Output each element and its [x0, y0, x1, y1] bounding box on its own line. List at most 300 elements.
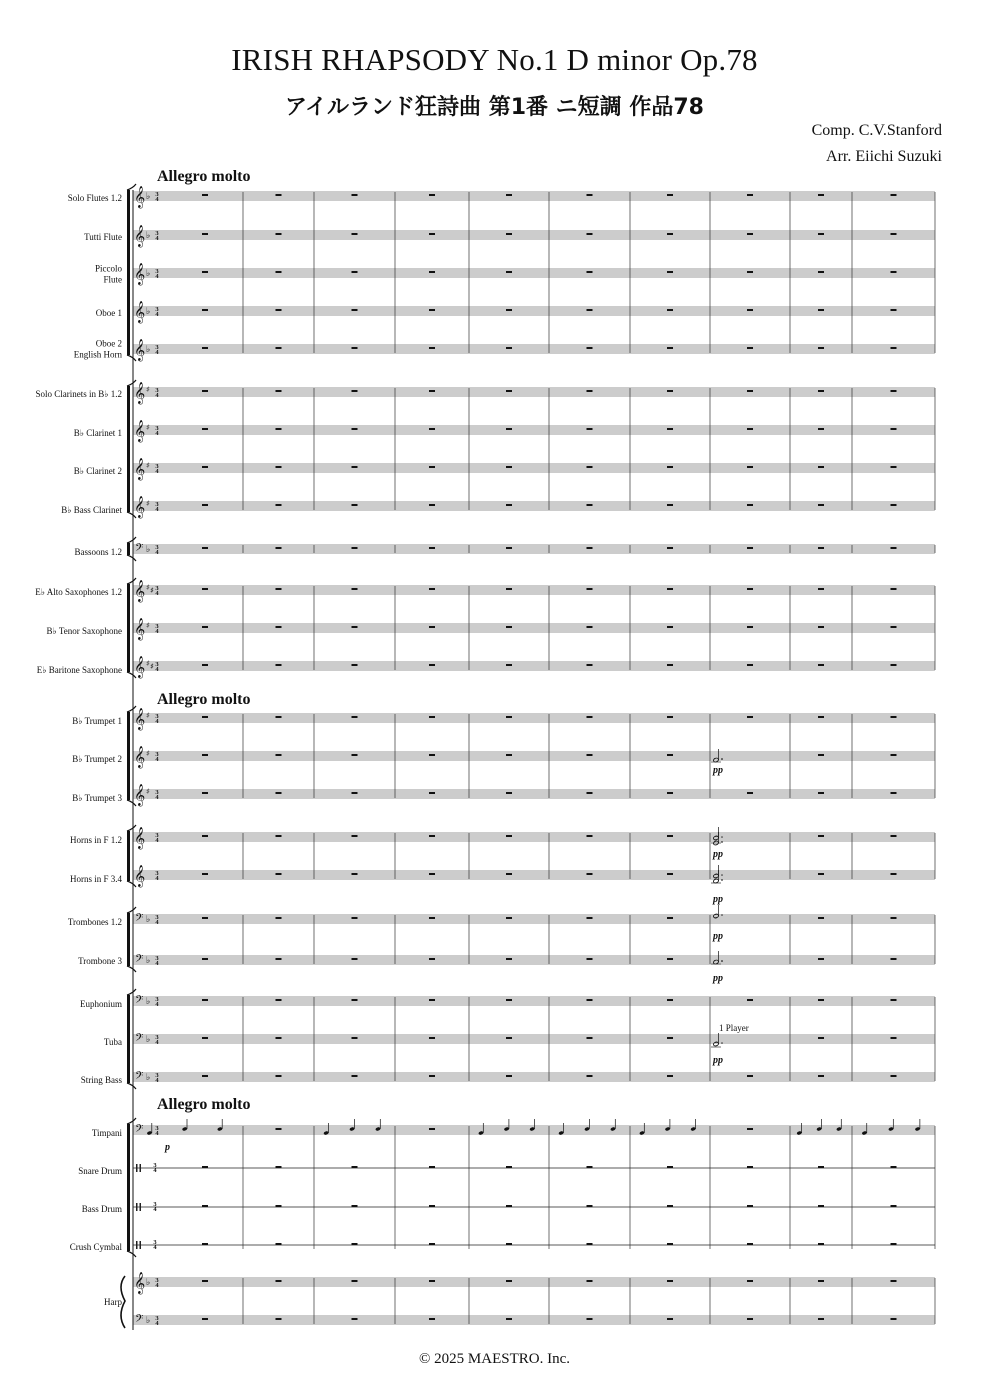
dynamic-pp: pp: [713, 1055, 723, 1066]
whole-rest: [202, 194, 208, 196]
whole-rest: [667, 1075, 673, 1077]
whole-rest: [747, 999, 753, 1001]
whole-rest: [506, 792, 512, 794]
whole-rest: [747, 504, 753, 506]
whole-rest: [891, 309, 897, 311]
whole-rest: [202, 917, 208, 919]
sharp-icon: ♯: [146, 461, 150, 470]
whole-rest: [276, 1128, 282, 1130]
time-signature-numerator: 3: [155, 1125, 159, 1132]
whole-rest: [587, 271, 593, 273]
instrument-18-staff: [133, 912, 935, 927]
instrument-label: Euphonium: [80, 999, 122, 1009]
whole-rest: [667, 1166, 673, 1168]
whole-rest: [276, 917, 282, 919]
whole-rest: [429, 309, 435, 311]
time-signature-denominator: 4: [153, 1244, 157, 1251]
whole-rest: [429, 466, 435, 468]
treble-clef-icon: 𝄞: [134, 301, 146, 323]
whole-rest: [891, 547, 897, 549]
whole-rest: [747, 1318, 753, 1320]
whole-rest: [429, 835, 435, 837]
whole-rest: [667, 466, 673, 468]
flat-icon: ♭: [146, 1316, 151, 1326]
whole-rest: [587, 504, 593, 506]
time-signature-numerator: 3: [155, 387, 159, 394]
whole-rest: [747, 233, 753, 235]
whole-rest: [818, 194, 824, 196]
time-signature-numerator: 3: [155, 1277, 159, 1284]
whole-rest: [891, 271, 897, 273]
sharp-icon: ♯: [146, 659, 150, 668]
whole-rest: [747, 466, 753, 468]
time-signature-denominator: 4: [155, 919, 159, 926]
dynamic-pp: pp: [713, 931, 723, 942]
instrument-1-staff: [133, 225, 935, 248]
instrument-label: Tutti Flute: [84, 232, 122, 242]
whole-rest: [276, 194, 282, 196]
whole-rest: [587, 873, 593, 875]
instrument-label: Oboe 2: [95, 338, 122, 349]
sharp-icon: ♯: [150, 586, 154, 595]
whole-rest: [818, 271, 824, 273]
instrument-17-staff: [133, 865, 935, 888]
whole-rest: [352, 1280, 358, 1282]
instrument-10-staff: [133, 580, 935, 603]
instrument-0-staff: [133, 186, 935, 209]
whole-rest: [202, 1318, 208, 1320]
time-signature-denominator: 4: [155, 666, 159, 673]
time-signature-denominator: 4: [155, 311, 159, 318]
flat-icon: ♭: [146, 1035, 151, 1045]
whole-rest: [587, 547, 593, 549]
whole-rest: [429, 1075, 435, 1077]
whole-rest: [667, 1318, 673, 1320]
whole-rest: [891, 792, 897, 794]
whole-rest: [202, 754, 208, 756]
whole-rest: [506, 1037, 512, 1039]
whole-rest: [352, 466, 358, 468]
whole-rest: [352, 754, 358, 756]
whole-rest: [891, 835, 897, 837]
time-signature-denominator: 4: [155, 718, 159, 725]
whole-rest: [891, 1205, 897, 1207]
whole-rest: [352, 664, 358, 666]
whole-rest: [276, 1318, 282, 1320]
instrument-14-staff: [133, 746, 935, 769]
whole-rest: [429, 626, 435, 628]
whole-rest: [352, 233, 358, 235]
whole-rest: [587, 390, 593, 392]
whole-rest: [667, 873, 673, 875]
whole-rest: [747, 1280, 753, 1282]
augmentation-dot: [721, 914, 723, 916]
whole-rest: [818, 792, 824, 794]
whole-rest: [506, 958, 512, 960]
time-signature-numerator: 3: [155, 623, 159, 630]
whole-rest: [276, 271, 282, 273]
whole-rest: [667, 233, 673, 235]
group-bracket: [127, 1124, 130, 1251]
whole-rest: [429, 233, 435, 235]
whole-rest: [818, 999, 824, 1001]
instrument-label: Solo Flutes 1.2: [67, 193, 122, 203]
instrument-label: Bassoons 1.2: [74, 547, 122, 557]
whole-rest: [352, 792, 358, 794]
time-signature-denominator: 4: [155, 468, 159, 475]
whole-rest: [352, 1037, 358, 1039]
whole-rest: [818, 917, 824, 919]
whole-rest: [276, 428, 282, 430]
whole-rest: [352, 1205, 358, 1207]
whole-rest: [891, 999, 897, 1001]
augmentation-dot: [721, 841, 723, 843]
whole-rest: [747, 1166, 753, 1168]
whole-rest: [667, 792, 673, 794]
time-signature-denominator: 4: [155, 349, 159, 356]
whole-rest: [818, 626, 824, 628]
whole-rest: [747, 1128, 753, 1130]
whole-rest: [506, 835, 512, 837]
sharp-icon: ♯: [146, 787, 150, 796]
composer-credit: Comp. C.V.Stanford: [811, 122, 942, 139]
instrument-label: Trombone 3: [78, 956, 122, 966]
treble-clef-icon: 𝄞: [134, 186, 146, 208]
score-title: IRISH RHAPSODY No.1 D minor Op.78: [231, 42, 758, 77]
whole-rest: [352, 1166, 358, 1168]
whole-rest: [276, 1205, 282, 1207]
instrument-label: Snare Drum: [78, 1166, 122, 1176]
whole-rest: [506, 1243, 512, 1245]
treble-clef-icon: 𝄞: [134, 225, 146, 247]
bass-clef-icon: 𝄢: [135, 994, 144, 1009]
bracket-hook: [127, 1251, 136, 1257]
sharp-icon: ♯: [150, 662, 154, 671]
instrument-label: Solo Clarinets in B♭ 1.2: [35, 389, 122, 399]
instrument-label: B♭ Trumpet 1: [72, 716, 122, 726]
whole-rest: [429, 1166, 435, 1168]
whole-rest: [506, 917, 512, 919]
whole-rest: [891, 1243, 897, 1245]
whole-rest: [667, 999, 673, 1001]
bass-clef-icon: 𝄢: [135, 912, 144, 927]
instrument-label: Bass Drum: [81, 1204, 122, 1214]
augmentation-dot: [721, 1042, 723, 1044]
instrument-24-staff: [133, 1162, 935, 1174]
instrument-5-staff: [133, 382, 935, 405]
instrument-label: B♭ Bass Clarinet: [61, 505, 122, 515]
whole-rest: [202, 626, 208, 628]
whole-rest: [352, 504, 358, 506]
whole-rest: [667, 504, 673, 506]
whole-rest: [352, 428, 358, 430]
flat-icon: ♭: [146, 545, 151, 555]
time-signature-denominator: 4: [155, 273, 159, 280]
treble-clef-icon: 𝄞: [134, 618, 146, 640]
instrument-label: B♭ Tenor Saxophone: [46, 626, 122, 636]
time-signature-denominator: 4: [155, 590, 159, 597]
whole-rest: [276, 716, 282, 718]
time-signature-denominator: 4: [155, 875, 159, 882]
percussion-clef-icon: [136, 1203, 138, 1211]
whole-rest: [891, 1280, 897, 1282]
whole-rest: [818, 1075, 824, 1077]
group-bracket: [127, 386, 130, 512]
whole-rest: [506, 664, 512, 666]
whole-rest: [891, 716, 897, 718]
whole-rest: [891, 917, 897, 919]
whole-rest: [276, 233, 282, 235]
instrument-label: E♭ Baritone Saxophone: [36, 665, 122, 675]
instrument-label: Crush Cymbal: [69, 1242, 122, 1252]
sharp-icon: ♯: [146, 749, 150, 758]
whole-rest: [506, 347, 512, 349]
whole-rest: [506, 1280, 512, 1282]
whole-rest: [667, 271, 673, 273]
tempo-marking: Allegro molto: [157, 1096, 251, 1113]
whole-rest: [202, 1243, 208, 1245]
whole-rest: [276, 588, 282, 590]
whole-rest: [202, 716, 208, 718]
whole-rest: [202, 466, 208, 468]
time-signature-denominator: 4: [155, 960, 159, 967]
treble-clef-icon: 𝄞: [134, 382, 146, 404]
whole-rest: [506, 233, 512, 235]
flat-icon: ♭: [146, 192, 151, 202]
instrument-label: E♭ Alto Saxophones 1.2: [35, 587, 122, 597]
whole-rest: [202, 588, 208, 590]
whole-rest: [747, 390, 753, 392]
whole-rest: [352, 626, 358, 628]
time-signature-numerator: 3: [153, 1239, 157, 1246]
time-signature-denominator: 4: [155, 837, 159, 844]
time-signature-denominator: 4: [155, 756, 159, 763]
tempo-marking: Allegro molto: [157, 691, 251, 708]
whole-rest: [891, 1166, 897, 1168]
time-signature-numerator: 3: [155, 425, 159, 432]
whole-rest: [506, 390, 512, 392]
whole-rest: [587, 1243, 593, 1245]
instrument-21-staff: [133, 1032, 935, 1047]
whole-rest: [352, 1243, 358, 1245]
whole-rest: [352, 958, 358, 960]
instrument-16-staff: [133, 827, 935, 850]
time-signature-denominator: 4: [155, 1001, 159, 1008]
time-signature-denominator: 4: [155, 392, 159, 399]
whole-rest: [667, 754, 673, 756]
whole-rest: [506, 428, 512, 430]
whole-rest: [587, 309, 593, 311]
whole-rest: [667, 626, 673, 628]
whole-rest: [587, 1318, 593, 1320]
whole-rest: [276, 626, 282, 628]
flat-icon: ♭: [146, 1278, 151, 1288]
whole-rest: [747, 194, 753, 196]
instrument-label: B♭ Trumpet 2: [72, 754, 122, 764]
time-signature-denominator: 4: [153, 1206, 157, 1213]
time-signature-numerator: 3: [155, 230, 159, 237]
instrument-label: Flute: [103, 274, 122, 285]
whole-rest: [429, 873, 435, 875]
percussion-clef-icon: [136, 1164, 138, 1172]
instrument-label: B♭ Trumpet 3: [72, 793, 122, 803]
whole-rest: [506, 873, 512, 875]
whole-rest: [891, 504, 897, 506]
treble-clef-icon: 𝄞: [134, 420, 146, 442]
whole-rest: [587, 835, 593, 837]
whole-rest: [667, 1243, 673, 1245]
group-bracket: [127, 584, 130, 672]
treble-clef-icon: 𝄞: [134, 580, 146, 602]
augmentation-dot: [721, 879, 723, 881]
whole-rest: [747, 626, 753, 628]
sharp-icon: ♯: [146, 499, 150, 508]
whole-rest: [891, 194, 897, 196]
whole-rest: [587, 716, 593, 718]
whole-rest: [587, 626, 593, 628]
score-subtitle: アイルランド狂詩曲 第1番 ニ短調 作品78: [285, 95, 704, 120]
whole-rest: [429, 1318, 435, 1320]
whole-rest: [276, 792, 282, 794]
whole-rest: [587, 466, 593, 468]
treble-clef-icon: 𝄞: [134, 656, 146, 678]
whole-rest: [202, 504, 208, 506]
percussion-clef-icon: [136, 1241, 138, 1249]
whole-rest: [506, 271, 512, 273]
whole-rest: [429, 754, 435, 756]
treble-clef-icon: 𝄞: [134, 339, 146, 361]
bass-clef-icon: 𝄢: [135, 542, 144, 557]
time-signature-denominator: 4: [155, 1077, 159, 1084]
whole-rest: [352, 1075, 358, 1077]
whole-rest: [891, 664, 897, 666]
instrument-label: B♭ Clarinet 1: [73, 428, 122, 438]
whole-rest: [667, 1037, 673, 1039]
time-signature-denominator: 4: [155, 794, 159, 801]
whole-rest: [276, 347, 282, 349]
whole-rest: [818, 390, 824, 392]
whole-rest: [202, 1280, 208, 1282]
time-signature-numerator: 3: [155, 501, 159, 508]
whole-rest: [818, 347, 824, 349]
instrument-22-staff: [133, 1070, 935, 1085]
time-signature-numerator: 3: [155, 914, 159, 921]
treble-clef-icon: 𝄞: [134, 827, 146, 849]
whole-rest: [276, 754, 282, 756]
whole-rest: [429, 504, 435, 506]
whole-rest: [818, 466, 824, 468]
instrument-4-staff: [133, 339, 935, 362]
instrument-25-staff: [133, 1201, 935, 1213]
harp-upper-staff: [133, 1272, 935, 1295]
whole-rest: [506, 999, 512, 1001]
whole-rest: [587, 428, 593, 430]
whole-rest: [276, 835, 282, 837]
group-bracket: [127, 995, 130, 1083]
instrument-23-staff: [133, 1123, 935, 1138]
instrument-label: B♭ Clarinet 2: [73, 466, 122, 476]
instrument-7-staff: [133, 458, 935, 481]
whole-rest: [891, 873, 897, 875]
whole-rest: [818, 428, 824, 430]
whole-rest: [891, 1075, 897, 1077]
whole-rest: [747, 428, 753, 430]
treble-clef-icon: 𝄞: [134, 263, 146, 285]
whole-rest: [352, 999, 358, 1001]
whole-rest: [352, 309, 358, 311]
treble-clef-icon: 𝄞: [134, 708, 146, 730]
time-signature-numerator: 3: [153, 1201, 157, 1208]
whole-rest: [747, 588, 753, 590]
whole-rest: [506, 626, 512, 628]
flat-icon: ♭: [146, 1073, 151, 1083]
whole-rest: [506, 588, 512, 590]
whole-rest: [352, 588, 358, 590]
whole-rest: [429, 1037, 435, 1039]
augmentation-dot: [721, 960, 723, 962]
whole-rest: [429, 588, 435, 590]
whole-rest: [429, 1128, 435, 1130]
instrument-label: Horns in F 3.4: [69, 874, 122, 884]
whole-rest: [276, 958, 282, 960]
whole-rest: [276, 873, 282, 875]
whole-rest: [818, 588, 824, 590]
whole-rest: [587, 1037, 593, 1039]
flat-icon: ♭: [146, 307, 151, 317]
instrument-12-staff: [133, 656, 935, 679]
whole-rest: [747, 1243, 753, 1245]
sharp-icon: ♯: [146, 583, 150, 592]
whole-rest: [202, 999, 208, 1001]
instrument-label: Horns in F 1.2: [69, 835, 122, 845]
whole-rest: [587, 588, 593, 590]
whole-rest: [818, 754, 824, 756]
time-signature-denominator: 4: [155, 1039, 159, 1046]
whole-rest: [587, 233, 593, 235]
whole-rest: [818, 835, 824, 837]
whole-rest: [506, 309, 512, 311]
whole-rest: [667, 958, 673, 960]
instrument-label: English Horn: [73, 349, 122, 360]
augmentation-dot: [721, 874, 723, 876]
group-bracket: [127, 712, 130, 800]
time-signature-numerator: 3: [155, 1072, 159, 1079]
instrument-19-staff: [133, 953, 935, 968]
whole-rest: [506, 1166, 512, 1168]
arranger-credit: Arr. Eiichi Suzuki: [826, 148, 942, 165]
whole-rest: [429, 999, 435, 1001]
sharp-icon: ♯: [146, 711, 150, 720]
whole-rest: [429, 428, 435, 430]
whole-rest: [667, 309, 673, 311]
time-signature-numerator: 3: [155, 344, 159, 351]
time-signature-numerator: 3: [155, 585, 159, 592]
whole-rest: [667, 917, 673, 919]
whole-rest: [352, 835, 358, 837]
time-signature-numerator: 3: [155, 832, 159, 839]
whole-rest: [891, 347, 897, 349]
dynamic-pp: pp: [713, 894, 723, 905]
time-signature-numerator: 3: [155, 268, 159, 275]
whole-rest: [352, 547, 358, 549]
whole-rest: [506, 1075, 512, 1077]
whole-rest: [587, 194, 593, 196]
whole-rest: [352, 194, 358, 196]
treble-clef-icon: 𝄞: [134, 458, 146, 480]
whole-rest: [202, 347, 208, 349]
whole-rest: [276, 466, 282, 468]
whole-rest: [506, 754, 512, 756]
